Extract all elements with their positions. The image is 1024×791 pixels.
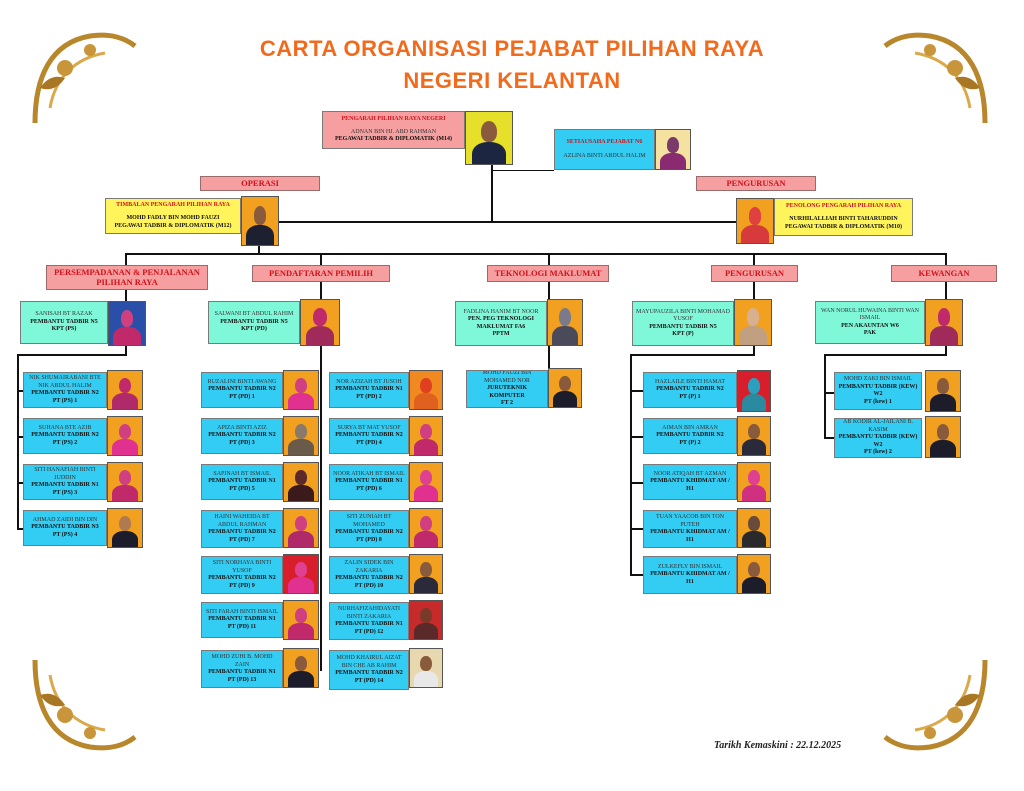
staff-pd-6: NOOR ATIKAH BT ISMAIL PEMBANTU TADBIR N1 PT (PD) 6 [329, 464, 409, 500]
staff-pd-13: MOHD ZUHI B. MOHD ZAIN PEMBANTU TADBIR N1 PT (PD) 13 [201, 650, 283, 688]
line-kew-stem [945, 346, 947, 354]
staff-pd-12: NURHAFIZAHIDAYATI BINTI ZAKARIA PEMBANTU TADBIR N1 PT (PD) 12 [329, 602, 409, 640]
line-tm-drop [548, 253, 550, 265]
staff-pd-5: SAPINAH BT ISMAIL PEMBANTU TADBIR N1 PT (PD) 5 [201, 464, 283, 500]
staff-pd-9-photo [283, 554, 319, 594]
line-pd-spine [320, 346, 322, 671]
staff-pd-3-photo [283, 416, 319, 456]
staff-ps-2-photo [107, 416, 143, 456]
line-kew-bar [824, 354, 947, 356]
staff-pd-2: NOR AZIZAH BT JUSOH PEMBANTU TADBIR N1 PT (PD) 2 [329, 372, 409, 408]
head-grade: PEGAWAI TADBIR & DIPLOMATIK (M14) [334, 136, 452, 143]
dept-persempadanan: PERSEMPADANAN & PENJALANAN PILIHAN RAYA [46, 265, 208, 290]
staff-pd-3: APIZA BINTI AZIZ PEMBANTU TADBIR N2 PT (PD) 3 [201, 418, 283, 454]
staff-p-4: TUAN YAACOB BIN TON PUTEH PEMBANTU KHIDMAT AM / H1 [643, 510, 737, 548]
secretary-photo [655, 129, 691, 170]
lead-teknologi: FADLINA HANIM BT NOOR PEN. PEG TEKNOLOGI MAKLUMAT FA6 PPTM [455, 301, 547, 346]
head-role: PENGARAH PILIHAN RAYA NEGERI [341, 116, 446, 123]
staff-kew-2: AB KODIR AL-JAILANI B. KASIM PEMBANTU TADBIR (KEW) W2 PT (kew) 2 [834, 418, 922, 458]
staff-p-1: HAZLAILE BINTI HAMAT PEMBANTU TADBIR N2 PT (P) 1 [643, 372, 737, 408]
staff-pd-7-photo [283, 508, 319, 548]
line-ps-stem [125, 346, 127, 354]
staff-p-2: AIMAN BIN AMRAN PEMBANTU TADBIR N2 PT (P) 2 [643, 418, 737, 454]
staff-pd-4: SURYA BT MAT YUSOF PEMBANTU TADBIR N2 PT (PD) 4 [329, 418, 409, 454]
secretary-box [554, 129, 655, 170]
staff-ps-4-photo [107, 508, 143, 548]
lead-pengurusan-photo [734, 299, 772, 346]
line-operasi-branch [258, 221, 493, 223]
deputy-name: MOHD FADLY BIN MOHD FAUZI [126, 215, 220, 222]
line-head-down [491, 165, 493, 221]
ornament-bottom-left [30, 655, 140, 755]
staff-p-2-photo [737, 416, 771, 456]
staff-pd-10-photo [409, 554, 443, 594]
staff-pd-1-photo [283, 370, 319, 410]
staff-pd-1: RUZALINI BINTI AWANG PEMBANTU TADBIR N2 PT (PD) 1 [201, 372, 283, 408]
line-tm-spine [548, 346, 550, 368]
lead-kewangan-photo [925, 299, 963, 346]
tick-p-1 [630, 390, 643, 392]
chart-title-line1: CARTA ORGANISASI PEJABAT PILIHAN RAYA [259, 36, 765, 61]
deputy-photo [241, 196, 279, 246]
dept-teknologi: TEKNOLOGI MAKLUMAT [487, 265, 609, 282]
line-ps-drop [125, 253, 127, 265]
staff-pd-4-photo [409, 416, 443, 456]
lead-teknologi-photo [547, 299, 583, 346]
secretary-role: SETIAUSAHA PEJABAT N6 [566, 139, 643, 145]
staff-p-3: NOOR ATIQAH BT AZMAN PEMBANTU KHIDMAT AM / H1 [643, 464, 737, 500]
dept-pengurusan: PENGURUSAN [696, 176, 816, 191]
lead-persempadanan-photo [108, 301, 146, 346]
staff-ps-1-photo [107, 370, 143, 410]
ornament-bottom-right [880, 655, 990, 755]
assistant-grade: PEGAWAI TADBIR & DIPLOMATIK (M10) [784, 223, 902, 230]
secretary-name: AZLINA BINTI ABDUL HALIM [563, 152, 646, 159]
assistant-box [774, 198, 913, 236]
line-ps-bar [17, 354, 127, 356]
staff-pd-9: SITI NORHAYA BINTI YUSOF PEMBANTU TADBIR N2 PT (PD) 9 [201, 556, 283, 594]
staff-pd-7: HAINI WAHEIDA BT ABDUL RAHMAN PEMBANTU TADBIR N2 PT (PD) 7 [201, 510, 283, 548]
staff-pd-14: MOHD KHAIRUL AIZAT BIN CHE AB RAHIM PEMBANTU TADBIR N2 PT (PD) 14 [329, 650, 409, 690]
staff-ps-1: NIK SHUMAIRABANI BTE NIK ABDUL HALIM PEMBANTU TADBIR N2 PT (PS) 1 [23, 372, 107, 408]
line-p-stem [753, 346, 755, 354]
tick-p-5 [630, 574, 643, 576]
lead-kewangan: WAN NORUL HUWAINA BINTI WAN ISMAIL PEN AKAUNTAN W6 PAK [815, 301, 925, 344]
head-photo [465, 111, 513, 165]
staff-p-5-photo [737, 554, 771, 594]
staff-pd-5-photo [283, 462, 319, 502]
assistant-name: NURHILALLIAH BINTI TAHARUDDIN [789, 216, 898, 223]
dept-operasi: OPERASI [200, 176, 320, 191]
line-head-to-secretary [491, 170, 554, 171]
staff-pd-2-photo [409, 370, 443, 410]
staff-kew-1: MOHD ZAKI BIN ISMAIL PEMBANTU TADBIR (KEW) W2 PT (kew) 1 [834, 372, 922, 410]
line-kew-drop [945, 253, 947, 265]
staff-ps-4: AHMAD ZAIDI BIN DIN PEMBANTU TADBIR N3 PT (PS) 4 [23, 510, 107, 546]
line-ps-spine [17, 354, 19, 529]
staff-pd-6-photo [409, 462, 443, 502]
line-tier2-horizontal [125, 253, 947, 255]
dept-kewangan: KEWANGAN [891, 265, 997, 282]
staff-p-1-photo [737, 370, 771, 412]
staff-pd-8-photo [409, 508, 443, 548]
lead-pengurusan: MAYUPAUZILA BINTI MOHAMAD YUSOF PEMBANTU TADBIR N5 KPT (P) [632, 301, 734, 346]
tick-kew-2 [824, 437, 834, 439]
line-p-spine [630, 354, 632, 576]
lead-pendaftaran: SALWANI BT ABDUL RAHIM PEMBANTU TADBIR N5 KPT (PD) [208, 301, 300, 344]
staff-pd-14-photo [409, 648, 443, 688]
staff-pd-11: SITI FARAH BINTI ISMAIL PEMBANTU TADBIR N1 PT (PD) 11 [201, 602, 283, 638]
assistant-photo [736, 198, 774, 244]
dept-pengurusan-unit: PENGURUSAN [711, 265, 798, 282]
last-updated: Tarikh Kemaskini : 22.12.2025 [714, 740, 842, 751]
tick-kew-1 [824, 392, 834, 394]
head-name: ADNAN BIN HJ. ABD RAHMAN [350, 128, 437, 135]
line-p-drop [753, 253, 755, 265]
staff-ps-3: SITI HANAFIAH BINTI JUDDIN PEMBANTU TADBIR N1 PT (PS) 3 [23, 464, 107, 500]
deputy-box [105, 198, 241, 234]
staff-kew-2-photo [925, 416, 961, 458]
staff-tm-1-photo [548, 368, 582, 408]
line-ps-lead [125, 289, 127, 301]
staff-kew-1-photo [925, 370, 961, 412]
chart-title-line2: NEGERI KELANTAN [403, 68, 621, 93]
tick-p-4 [630, 528, 643, 530]
staff-pd-13-photo [283, 648, 319, 688]
tick-p-3 [630, 482, 643, 484]
staff-p-4-photo [737, 508, 771, 548]
staff-pd-10: ZALIN SIDEK BIN ZAKARIA PEMBANTU TADBIR N2 PT (PD) 10 [329, 556, 409, 594]
staff-ps-2: SUHANA BTE AZIB PEMBANTU TADBIR N2 PT (PS) 2 [23, 418, 107, 454]
line-pd-drop [320, 253, 322, 265]
staff-tm-1: MOHD FAUZI BIN MOHAMED NOR JURUTEKNIK KOMPUTER FT 2 [466, 370, 548, 408]
staff-pd-12-photo [409, 600, 443, 640]
line-kew-spine [824, 354, 826, 438]
staff-p-3-photo [737, 462, 771, 502]
deputy-role: TIMBALAN PENGARAH PILIHAN RAYA [116, 201, 230, 208]
staff-pd-11-photo [283, 600, 319, 640]
staff-ps-3-photo [107, 462, 143, 502]
lead-pendaftaran-photo [300, 299, 340, 346]
dept-pendaftaran: PENDAFTARAN PEMILIH [252, 265, 390, 282]
lead-persempadanan: SANISAH BT RAZAK PEMBANTU TADBIR N5 KPT (PS) [20, 301, 108, 344]
tick-p-2 [630, 436, 643, 438]
head-box [322, 111, 465, 149]
line-pengurusan-branch [491, 221, 773, 223]
deputy-grade: PEGAWAI TADBIR & DIPLOMATIK (M12) [114, 222, 232, 229]
line-p-bar [630, 354, 755, 356]
assistant-role: PENOLONG PENGARAH PILIHAN RAYA [785, 202, 902, 209]
staff-pd-8: SITI ZUNIAH BT MOHAMED PEMBANTU TADBIR N2 PT (PD) 8 [329, 510, 409, 548]
staff-p-5: ZULKEFLY BIN ISMAIL PEMBANTU KHIDMAT AM / H1 [643, 556, 737, 594]
